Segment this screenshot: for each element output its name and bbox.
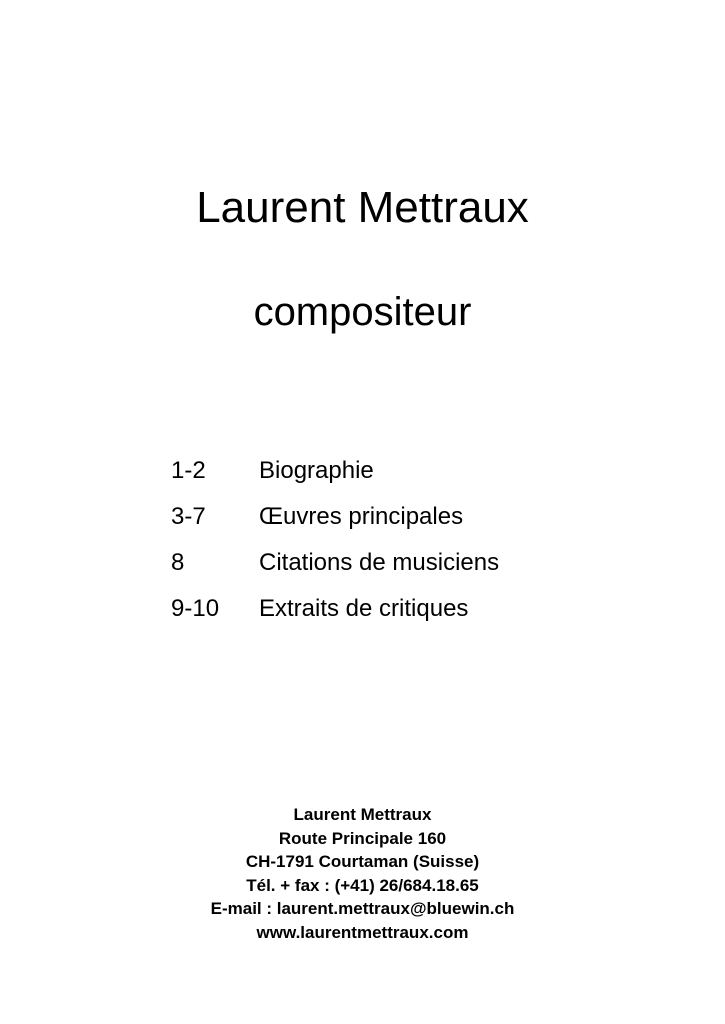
toc-page-range: 3-7 (171, 503, 206, 530)
toc-item-biographie (171, 448, 651, 494)
table-of-contents (171, 448, 651, 632)
contact-phone: Tél. + fax : (+41) 26/684.18.65 (246, 875, 479, 895)
toc-item-citations (171, 540, 651, 586)
contact-street: Route Principale 160 (278, 828, 447, 848)
contact-name: Laurent Mettraux (293, 805, 432, 824)
contact-email: E-mail : laurent.mettraux@bluewin.ch (210, 899, 515, 918)
toc-page-range: 8 (171, 549, 185, 576)
toc-item-oeuvres (171, 494, 651, 540)
toc-label: Citations de musiciens (259, 549, 500, 576)
toc-page-range: 9-10 (171, 595, 220, 622)
document-title: Laurent Mettraux (196, 183, 529, 232)
contact-block (0, 803, 725, 944)
document-subtitle: compositeur (253, 290, 472, 334)
toc-item-critiques (171, 586, 651, 632)
toc-page-range: 1-2 (171, 457, 206, 484)
toc-label: Extraits de critiques (259, 595, 469, 622)
toc-label: Œuvres principales (259, 503, 464, 530)
contact-city: CH-1791 Courtaman (Suisse) (245, 852, 480, 871)
toc-label: Biographie (259, 457, 374, 484)
contact-website: www.laurentmettraux.com (256, 922, 469, 942)
